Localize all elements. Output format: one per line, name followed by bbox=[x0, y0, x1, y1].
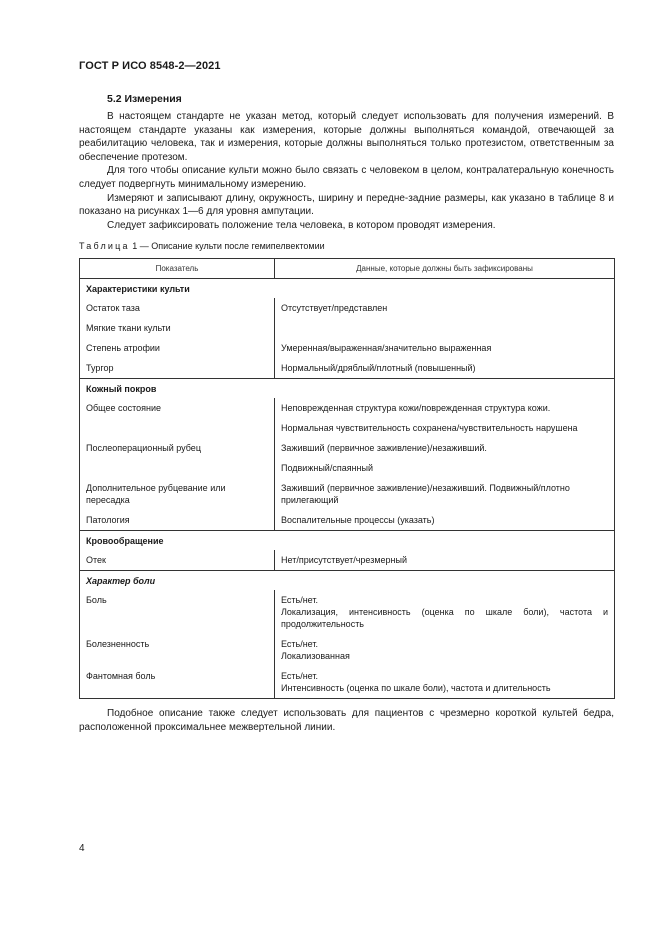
table-group-row bbox=[80, 279, 615, 299]
row-value bbox=[275, 634, 615, 666]
table-row bbox=[80, 318, 615, 338]
table-row bbox=[80, 438, 615, 458]
table-caption-text: 1 — Описание культи после гемипелвектомии bbox=[132, 241, 325, 251]
row-label: Мягкие ткани культи bbox=[80, 318, 275, 338]
group-title: Характеристики культи bbox=[80, 279, 615, 299]
row-value-line: Локализация, интенсивность (оценка по шкале боли), частота и продолжительность bbox=[281, 607, 608, 629]
row-value: Воспалительные процессы (указать) bbox=[275, 510, 615, 531]
table-row bbox=[80, 510, 615, 531]
table-row bbox=[80, 666, 615, 699]
row-value bbox=[275, 590, 615, 634]
row-label: Патология bbox=[80, 510, 275, 531]
body-text bbox=[79, 110, 614, 232]
paragraph: Измеряют и записывают длину, окружность, ширину и передне-задние размеры, как указано в таблице 8 и показано на рисунках 1—6 для уровня ампутации. bbox=[79, 192, 614, 218]
row-value: Заживший (первичное заживление)/незаживший. bbox=[275, 438, 615, 458]
row-value-line: Интенсивность (оценка по шкале боли), частота и длительность bbox=[281, 683, 551, 693]
row-label: Остаток таза bbox=[80, 298, 275, 318]
group-title: Характер боли bbox=[80, 571, 615, 591]
row-label: Степень атрофии bbox=[80, 338, 275, 358]
paragraph: Подобное описание также следует использовать для пациентов с чрезмерно короткой культей бедра, расположенной проксимальнее межвертельной линии. bbox=[79, 708, 614, 733]
row-value bbox=[275, 318, 615, 338]
row-value: Нет/присутствует/чрезмерный bbox=[275, 550, 615, 571]
table-row bbox=[80, 478, 615, 510]
page-number: 4 bbox=[79, 843, 85, 854]
table-header-row bbox=[80, 259, 615, 279]
table-row bbox=[80, 398, 615, 418]
row-label: Общее состояние bbox=[80, 398, 275, 418]
paragraph: В настоящем стандарте не указан метод, который следует использовать для получения измерений. В настоящем стандарте указаны как измерения, которые должны выполняться командой, отвечающей за реабилитацию человека, так и измерения, которые должны выполняться только протезистом, ответственным за обеспечение протезом. bbox=[79, 111, 614, 163]
table-group-row bbox=[80, 571, 615, 591]
row-value bbox=[275, 666, 615, 699]
table-row bbox=[80, 590, 615, 634]
row-value: Нормальная чувствительность сохранена/чувствительность нарушена bbox=[275, 418, 615, 438]
row-label: Дополнительное рубцевание или пересадка bbox=[80, 478, 275, 510]
table-group-row bbox=[80, 379, 615, 399]
row-label: Боль bbox=[80, 590, 275, 634]
row-value: Неповрежденная структура кожи/поврежденная структура кожи. bbox=[275, 398, 615, 418]
stump-description-table bbox=[79, 258, 615, 699]
group-title: Кожный покров bbox=[80, 379, 615, 399]
table-caption-label: Таблица bbox=[79, 241, 130, 251]
document-header: ГОСТ Р ИСО 8548-2—2021 bbox=[79, 60, 221, 72]
table-row bbox=[80, 550, 615, 571]
table-row bbox=[80, 418, 615, 438]
row-label: Послеоперационный рубец bbox=[80, 438, 275, 458]
row-value-line: Есть/нет. bbox=[281, 595, 319, 605]
section-title: 5.2 Измерения bbox=[107, 93, 182, 105]
paragraph: Следует зафиксировать положение тела человека, в котором проводят измерения. bbox=[107, 219, 496, 231]
group-title: Кровообращение bbox=[80, 531, 615, 551]
row-value: Отсутствует/представлен bbox=[275, 298, 615, 318]
row-label bbox=[80, 418, 275, 438]
table-caption bbox=[79, 241, 325, 251]
row-value-line: Локализованная bbox=[281, 651, 350, 661]
row-value-line: Есть/нет. bbox=[281, 671, 319, 681]
table-row bbox=[80, 338, 615, 358]
column-header-data: Данные, которые должны быть зафиксированы bbox=[275, 259, 615, 279]
paragraph: Для того чтобы описание культи можно было связать с человеком в целом, контралатеральную конечность следует подвергнуть минимальному измерению. bbox=[79, 165, 614, 190]
row-value: Подвижный/спаянный bbox=[275, 458, 615, 478]
table-group-row bbox=[80, 531, 615, 551]
table-row bbox=[80, 458, 615, 478]
row-label: Фантомная боль bbox=[80, 666, 275, 699]
table-row bbox=[80, 358, 615, 379]
table-row bbox=[80, 634, 615, 666]
row-label: Болезненность bbox=[80, 634, 275, 666]
row-label bbox=[80, 458, 275, 478]
row-label: Тургор bbox=[80, 358, 275, 379]
table-row bbox=[80, 298, 615, 318]
row-label: Отек bbox=[80, 550, 275, 571]
column-header-indicator: Показатель bbox=[80, 259, 275, 279]
row-value: Умеренная/выраженная/значительно выраженная bbox=[275, 338, 615, 358]
row-value-line: Есть/нет. bbox=[281, 639, 319, 649]
closing-text bbox=[79, 707, 614, 734]
row-value: Нормальный/дряблый/плотный (повышенный) bbox=[275, 358, 615, 379]
row-value: Заживший (первичное заживление)/незаживший. Подвижный/плотно прилегающий bbox=[275, 478, 615, 510]
